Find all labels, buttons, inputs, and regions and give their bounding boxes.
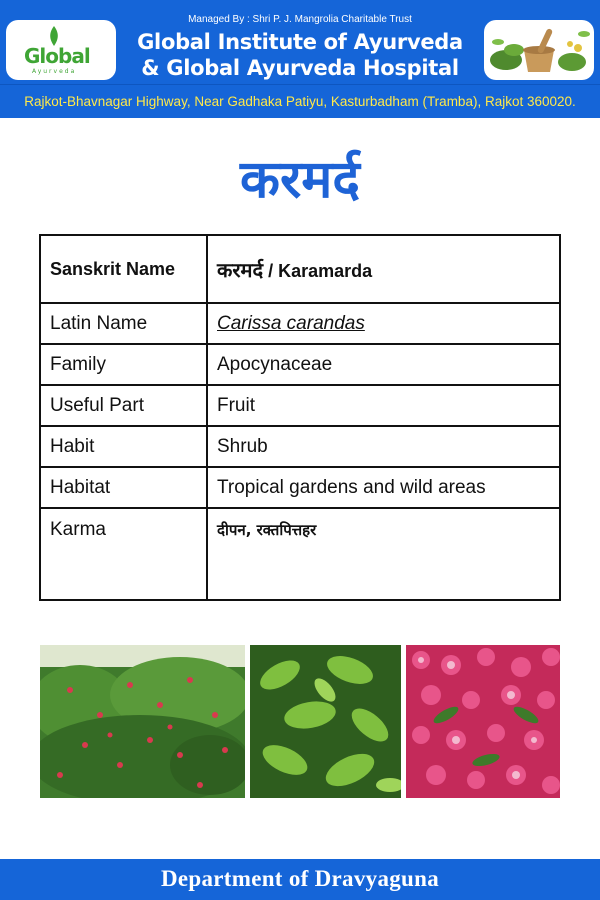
table-row — [40, 235, 560, 303]
table-row — [40, 467, 560, 508]
address-bar — [0, 84, 600, 118]
institute-title: Global Institute of Ayurveda — [137, 30, 463, 54]
table-row — [40, 344, 560, 385]
header-banner — [0, 0, 600, 84]
fruits-photo — [406, 645, 560, 798]
table-row — [40, 385, 560, 426]
table-row — [40, 508, 560, 600]
hospital-title: & Global Ayurveda Hospital — [141, 56, 459, 80]
leaves-photo — [250, 645, 401, 798]
managed-by-text: Managed By : Shri P. J. Mangrolia Charitable Trust — [188, 14, 412, 25]
row-value: Fruit — [207, 385, 560, 426]
karma-value: दीपन, रक्तपित्तहर — [217, 521, 317, 539]
row-label: Useful Part — [40, 385, 207, 426]
row-label: Sanskrit Name — [40, 235, 207, 303]
row-label: Habitat — [40, 467, 207, 508]
latin-name: Carissa carandas — [217, 312, 365, 334]
department-name: Department of Dravyaguna — [160, 866, 440, 891]
row-value — [207, 303, 560, 344]
row-label: Karma — [40, 508, 207, 600]
footer-banner — [0, 859, 600, 900]
row-value: Apocynaceae — [207, 344, 560, 385]
logo-text: Global — [24, 44, 90, 68]
table-row — [40, 303, 560, 344]
address-text: Rajkot-Bhavnagar Highway, Near Gadhaka Patiyu, Kasturbadham (Tramba), Rajkot 360020. — [24, 94, 576, 109]
row-label: Habit — [40, 426, 207, 467]
table-row — [40, 426, 560, 467]
row-value — [207, 508, 560, 600]
logo-subtext: Ayurveda — [32, 68, 77, 75]
plant-heading: करमर्द — [240, 150, 360, 210]
sanskrit-name-devanagari: करमर्द — [217, 257, 264, 282]
plant-info-table — [39, 234, 561, 601]
shrub-photo — [40, 645, 245, 798]
row-value — [207, 235, 560, 303]
sanskrit-name-roman: / Karamarda — [263, 260, 373, 281]
row-label: Family — [40, 344, 207, 385]
row-value: Tropical gardens and wild areas — [207, 467, 560, 508]
row-value: Shrub — [207, 426, 560, 467]
row-label: Latin Name — [40, 303, 207, 344]
herbs-mortar-image — [484, 20, 594, 80]
